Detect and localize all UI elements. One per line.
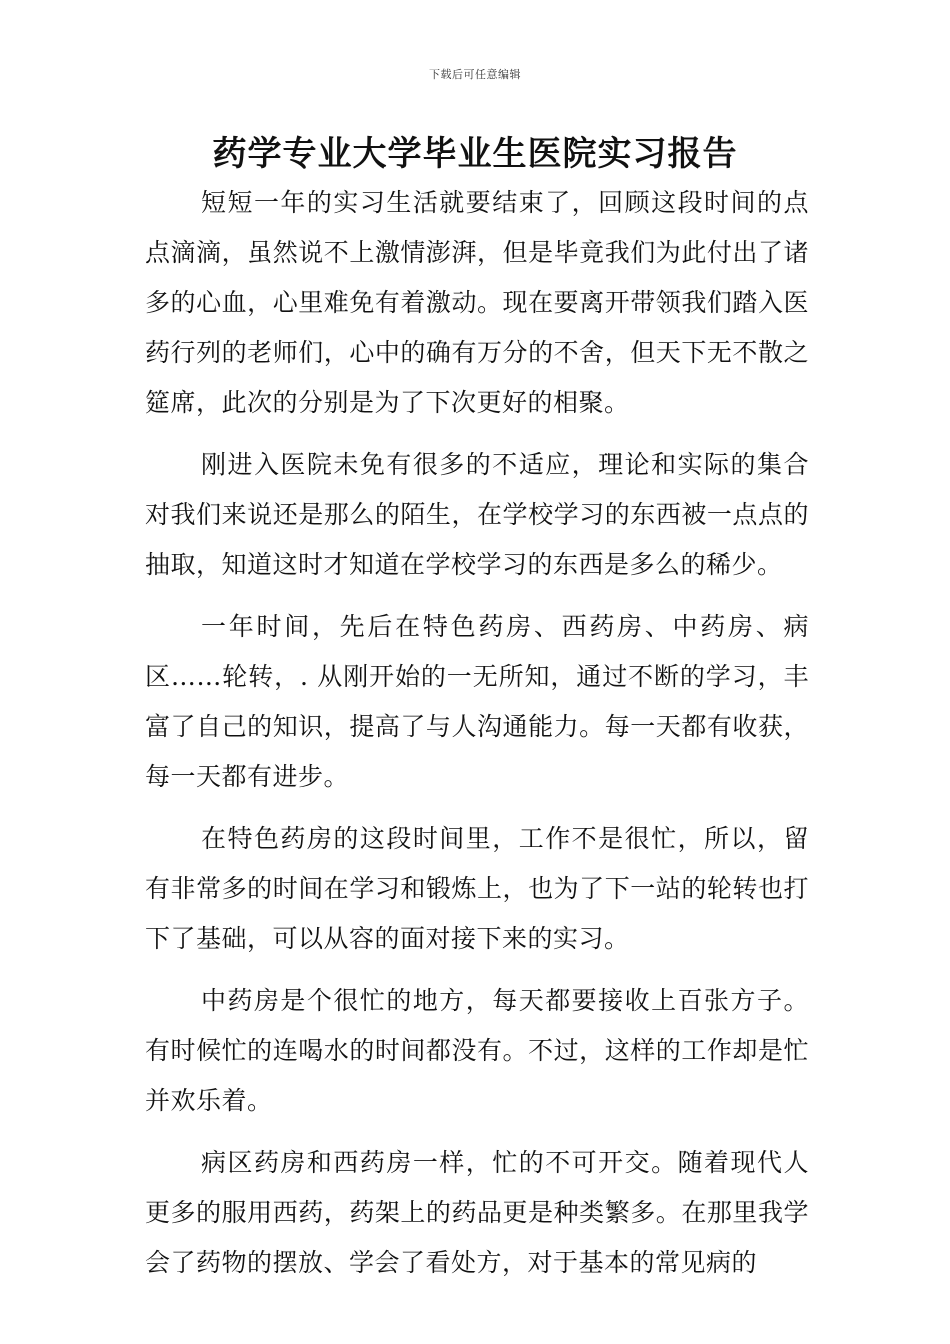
header-note: 下载后可任意编辑 bbox=[429, 68, 521, 81]
paragraph: 短短一年的实习生活就要结束了，回顾这段时间的点点滴滴，虽然说不上激情澎湃，但是毕竟我们为此付出了诸多的心血，心里难免有着激动。现在要离开带领我们踏入医药行列的老师们，心中的确有万分的不舍，但天下无不散之筵席，此次的分别是为了下次更好的相聚。 bbox=[145, 188, 809, 417]
paragraph: 病区药房和西药房一样，忙的不可开交。随着现代人更多的服用西药，药架上的药品更是种类繁多。在那里我学会了药物的摆放、学会了看处方，对于基本的常见病的 bbox=[145, 1148, 809, 1277]
document-body bbox=[145, 178, 809, 1300]
paragraph: 刚进入医院未免有很多的不适应，理论和实际的集合对我们来说还是那么的陌生，在学校学习的东西被一点点的抽取，知道这时才知道在学校学习的东西是多么的稀少。 bbox=[145, 450, 809, 579]
paragraph: 一年时间，先后在特色药房、西药房、中药房、病区……轮转，. 从刚开始的一无所知，通过不断的学习，丰富了自己的知识，提高了与人沟通能力。每一天都有收获，每一天都有进步。 bbox=[145, 612, 809, 791]
document-title: 药学专业大学毕业生医院实习报告 bbox=[212, 134, 738, 174]
paragraph: 中药房是个很忙的地方，每天都要接收上百张方子。有时候忙的连喝水的时间都没有。不过，这样的工作却是忙并欢乐着。 bbox=[145, 986, 809, 1115]
paragraph: 在特色药房的这段时间里，工作不是很忙，所以，留有非常多的时间在学习和锻炼上，也为了下一站的轮转也打下了基础，可以从容的面对接下来的实习。 bbox=[145, 824, 809, 953]
